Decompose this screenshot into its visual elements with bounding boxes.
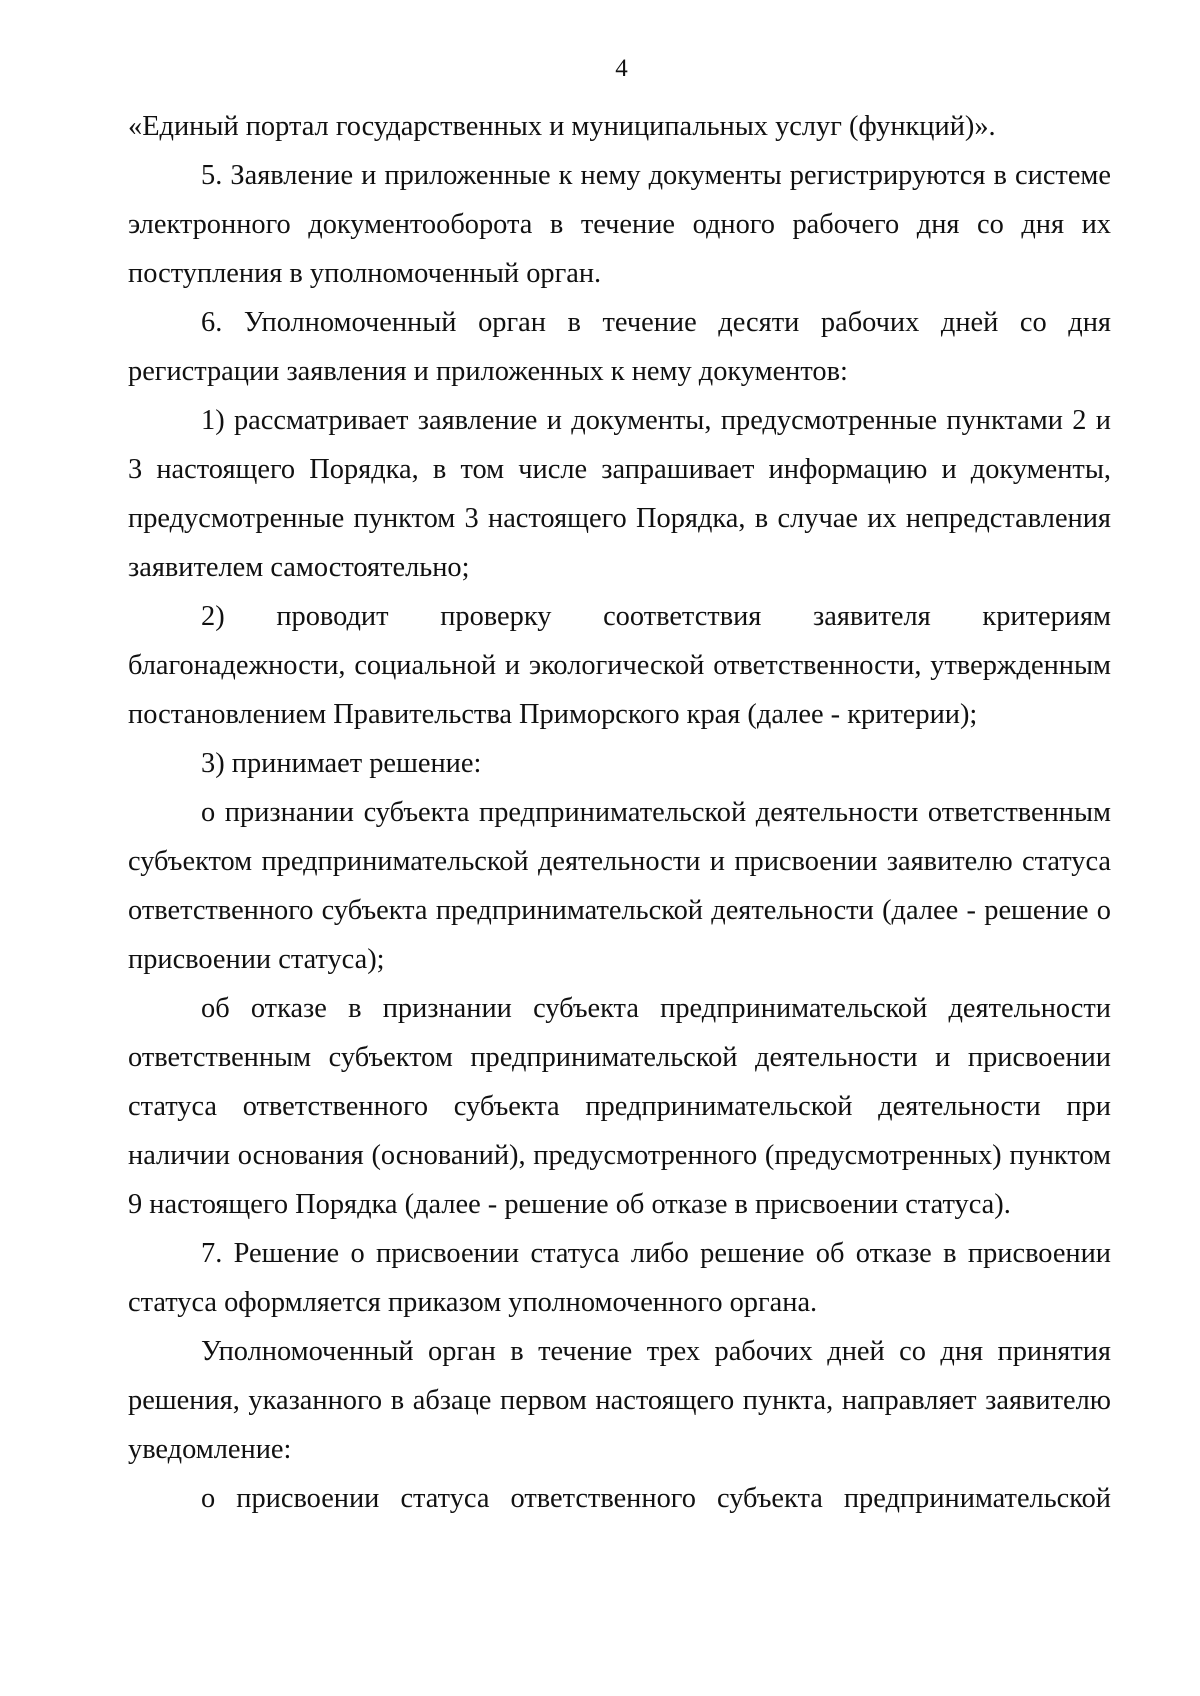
paragraph: Уполномоченный орган в течение трех рабочих дней со дня принятия решения, указанного в абзаце первом настоящего пункта, направляет заявителю уведомление: [128, 1336, 1111, 1465]
document-body [128, 102, 1111, 1523]
paragraph: 6. Уполномоченный орган в течение десяти рабочих дней со дня регистрации заявления и приложенных к нему документов: [128, 307, 1111, 387]
paragraph: о признании субъекта предпринимательской деятельности ответственным субъектом предпринимательской деятельности и присвоении заявителю статуса ответственного субъекта предпринимательской деятельности (далее - решение о присвоении статуса); [128, 797, 1111, 975]
paragraph: 3) принимает решение: [201, 748, 482, 779]
paragraph: 2) проводит проверку соответствия заявителя критериям благонадежности, социальной и экологической ответственности, утвержденным постановлением Правительства Приморского края (далее - критерии); [128, 601, 1111, 730]
paragraph: «Единый портал государственных и муниципальных услуг (функций)». [128, 111, 996, 142]
paragraph: 7. Решение о присвоении статуса либо решение об отказе в присвоении статуса оформляется приказом уполномоченного органа. [128, 1238, 1111, 1318]
paragraph: 1) рассматривает заявление и документы, предусмотренные пунктами 2 и 3 настоящего Порядка, в том числе запрашивает информацию и документы, предусмотренные пунктом 3 настоящего Порядка, в случае их непредставления заявителем самостоятельно; [128, 405, 1111, 583]
page-number: 4 [615, 55, 628, 82]
paragraph: об отказе в признании субъекта предпринимательской деятельности ответственным субъектом предпринимательской деятельности и присвоении статуса ответственного субъекта предпринимательской деятельности при наличии основания (оснований), предусмотренного (предусмотренных) пунктом 9 настоящего Порядка (далее - решение об отказе в присвоении статуса). [128, 993, 1111, 1220]
paragraph: о присвоении статуса ответственного субъекта предпринимательской [201, 1483, 1111, 1514]
paragraph: 5. Заявление и приложенные к нему документы регистрируются в системе электронного документооборота в течение одного рабочего дня со дня их поступления в уполномоченный орган. [128, 160, 1111, 289]
